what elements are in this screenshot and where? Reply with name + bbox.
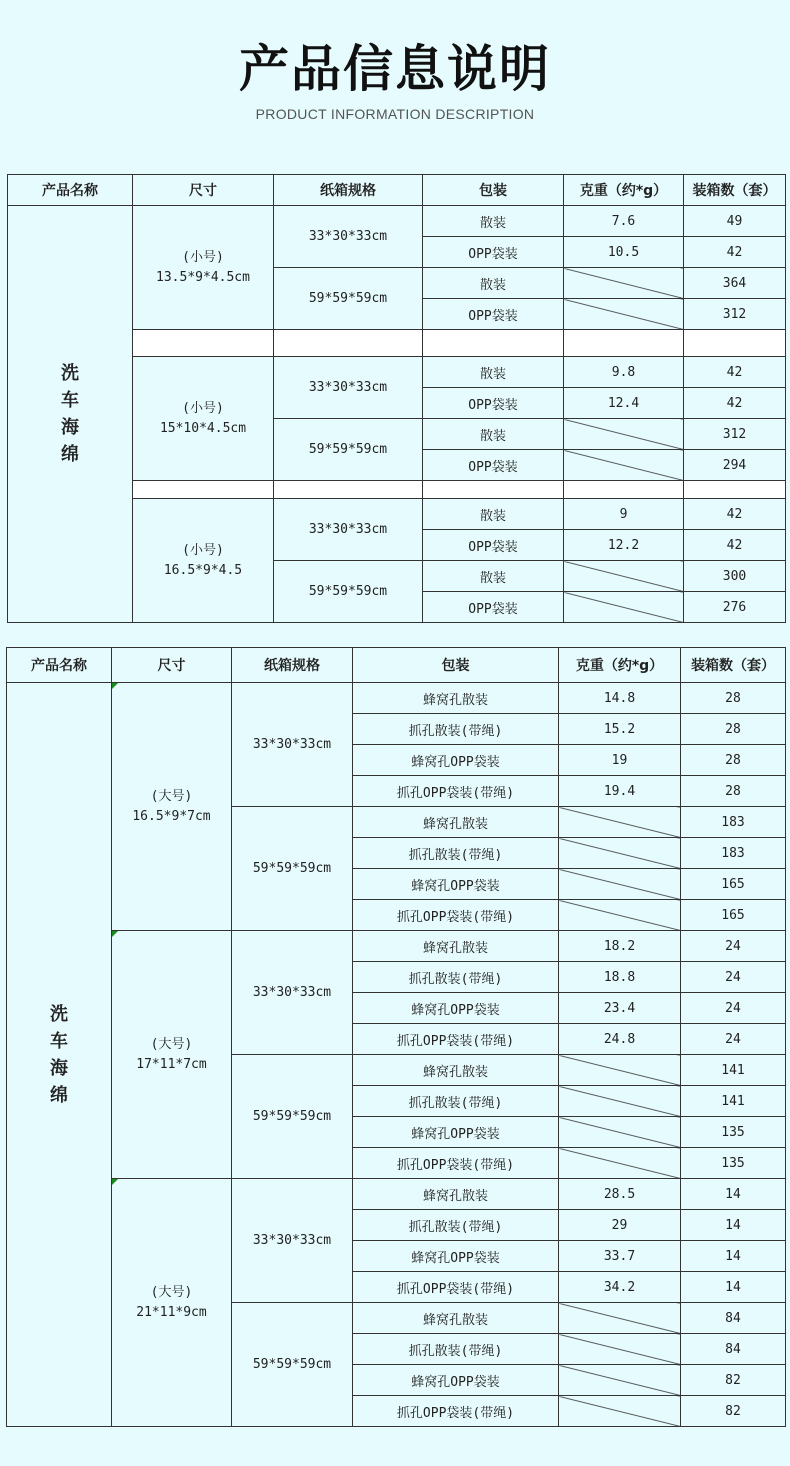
weight-cell: 15.2 [559, 714, 681, 745]
weight-cell: 28.5 [559, 1179, 681, 1210]
packaging-cell: 蜂窝孔散装 [353, 807, 559, 838]
product-name: 洗车海绵 [50, 1003, 68, 1106]
weight-cell: 12.2 [564, 530, 684, 561]
packaging-cell: 抓孔OPP袋装(带绳) [353, 900, 559, 931]
page-title: 产品信息说明 [239, 40, 551, 98]
carton-spec-cell: 33*30*33cm [274, 499, 423, 561]
size-cell: (大号) 17*11*7cm [112, 931, 232, 1179]
weight-cell [559, 1365, 681, 1396]
header-row [8, 175, 786, 206]
packaging-cell: 抓孔散装(带绳) [353, 838, 559, 869]
weight-cell [564, 561, 684, 592]
packaging-cell: 散装 [423, 419, 564, 450]
qty-cell: 84 [681, 1334, 786, 1365]
table-row [7, 683, 786, 714]
header-packaging: 包装 [353, 648, 559, 683]
packaging-cell: 抓孔散装(带绳) [353, 1210, 559, 1241]
qty-cell: 165 [681, 900, 786, 931]
carton-spec-cell: 33*30*33cm [232, 931, 353, 1055]
qty-cell: 42 [684, 357, 786, 388]
spacer-cell [274, 481, 423, 499]
qty-cell: 135 [681, 1148, 786, 1179]
spacer-cell [423, 330, 564, 357]
weight-cell [564, 419, 684, 450]
weight-cell [559, 807, 681, 838]
table-row [8, 206, 786, 237]
weight-cell: 12.4 [564, 388, 684, 419]
qty-cell: 28 [681, 683, 786, 714]
spacer-cell [564, 481, 684, 499]
packaging-cell: 散装 [423, 206, 564, 237]
weight-cell: 18.2 [559, 931, 681, 962]
weight-cell: 29 [559, 1210, 681, 1241]
qty-cell: 300 [684, 561, 786, 592]
qty-cell: 14 [681, 1210, 786, 1241]
weight-cell: 33.7 [559, 1241, 681, 1272]
packaging-cell: OPP袋装 [423, 237, 564, 268]
product-name-cell [7, 683, 112, 1427]
table-row [7, 931, 786, 962]
qty-cell: 28 [681, 776, 786, 807]
weight-cell: 23.4 [559, 993, 681, 1024]
qty-cell: 135 [681, 1117, 786, 1148]
packaging-cell: 蜂窝孔散装 [353, 1303, 559, 1334]
packaging-cell: 散装 [423, 357, 564, 388]
header-packaging: 包装 [423, 175, 564, 206]
header-weight: 克重（约*g） [564, 175, 684, 206]
packaging-cell: 蜂窝孔OPP袋装 [353, 993, 559, 1024]
weight-cell: 18.8 [559, 962, 681, 993]
packaging-cell: 蜂窝孔散装 [353, 683, 559, 714]
weight-cell [564, 450, 684, 481]
qty-cell: 14 [681, 1179, 786, 1210]
packaging-cell: 散装 [423, 268, 564, 299]
packaging-cell: 蜂窝孔OPP袋装 [353, 1117, 559, 1148]
product-name-cell [8, 206, 133, 623]
weight-cell: 9 [564, 499, 684, 530]
carton-spec-cell: 59*59*59cm [274, 561, 423, 623]
weight-cell [559, 1086, 681, 1117]
qty-cell: 82 [681, 1365, 786, 1396]
weight-cell: 14.8 [559, 683, 681, 714]
packaging-cell: 蜂窝孔OPP袋装 [353, 1241, 559, 1272]
qty-cell: 294 [684, 450, 786, 481]
weight-cell [564, 268, 684, 299]
packaging-cell: 蜂窝孔散装 [353, 1179, 559, 1210]
carton-spec-cell: 33*30*33cm [232, 683, 353, 807]
weight-cell: 10.5 [564, 237, 684, 268]
packaging-cell: 抓孔散装(带绳) [353, 1334, 559, 1365]
weight-cell: 34.2 [559, 1272, 681, 1303]
qty-cell: 312 [684, 299, 786, 330]
weight-cell [559, 1055, 681, 1086]
qty-cell: 14 [681, 1272, 786, 1303]
qty-cell: 28 [681, 745, 786, 776]
packaging-cell: 抓孔散装(带绳) [353, 1086, 559, 1117]
qty-cell: 141 [681, 1086, 786, 1117]
packaging-cell: OPP袋装 [423, 530, 564, 561]
packaging-cell: 散装 [423, 561, 564, 592]
packaging-cell: OPP袋装 [423, 592, 564, 623]
qty-cell: 183 [681, 807, 786, 838]
qty-cell: 42 [684, 388, 786, 419]
weight-cell: 19.4 [559, 776, 681, 807]
size-cell: (小号) 15*10*4.5cm [133, 357, 274, 481]
spacer-cell [133, 481, 274, 499]
weight-cell [559, 1396, 681, 1427]
header-size: 尺寸 [133, 175, 274, 206]
carton-spec-cell: 33*30*33cm [274, 206, 423, 268]
packaging-cell: OPP袋装 [423, 299, 564, 330]
table-row [7, 1179, 786, 1210]
weight-cell: 7.6 [564, 206, 684, 237]
qty-cell: 183 [681, 838, 786, 869]
carton-spec-cell: 59*59*59cm [274, 268, 423, 330]
packaging-cell: 蜂窝孔OPP袋装 [353, 1365, 559, 1396]
packaging-cell: 蜂窝孔OPP袋装 [353, 869, 559, 900]
packaging-cell: 抓孔OPP袋装(带绳) [353, 1396, 559, 1427]
carton-spec-cell: 59*59*59cm [274, 419, 423, 481]
qty-cell: 42 [684, 530, 786, 561]
header-product-name: 产品名称 [8, 175, 133, 206]
qty-cell: 28 [681, 714, 786, 745]
size-cell: (大号) 21*11*9cm [112, 1179, 232, 1427]
spacer-cell [423, 481, 564, 499]
qty-cell: 42 [684, 499, 786, 530]
size-cell: (大号) 16.5*9*7cm [112, 683, 232, 931]
weight-cell [559, 1117, 681, 1148]
weight-cell [559, 838, 681, 869]
weight-cell [559, 1303, 681, 1334]
packaging-cell: 蜂窝孔散装 [353, 931, 559, 962]
weight-cell [564, 299, 684, 330]
spacer-cell [684, 330, 786, 357]
weight-cell [559, 900, 681, 931]
qty-cell: 24 [681, 993, 786, 1024]
header-row [7, 648, 786, 683]
spacer-cell [274, 330, 423, 357]
header-size: 尺寸 [112, 648, 232, 683]
packaging-cell: 抓孔OPP袋装(带绳) [353, 1272, 559, 1303]
qty-cell: 24 [681, 962, 786, 993]
header-carton-spec: 纸箱规格 [274, 175, 423, 206]
packaging-cell: 蜂窝孔散装 [353, 1055, 559, 1086]
carton-spec-cell: 59*59*59cm [232, 807, 353, 931]
packaging-cell: 抓孔散装(带绳) [353, 962, 559, 993]
qty-cell: 42 [684, 237, 786, 268]
qty-cell: 49 [684, 206, 786, 237]
weight-cell [559, 1334, 681, 1365]
weight-cell [564, 592, 684, 623]
size-cell: (小号) 13.5*9*4.5cm [133, 206, 274, 330]
product-name: 洗车海绵 [61, 363, 79, 465]
qty-cell: 165 [681, 869, 786, 900]
page-subtitle: PRODUCT INFORMATION DESCRIPTION [255, 106, 535, 122]
packaging-cell: OPP袋装 [423, 450, 564, 481]
qty-cell: 24 [681, 931, 786, 962]
weight-cell: 24.8 [559, 1024, 681, 1055]
qty-cell: 14 [681, 1241, 786, 1272]
carton-spec-cell: 59*59*59cm [232, 1055, 353, 1179]
header-product-name: 产品名称 [7, 648, 112, 683]
packaging-cell: 抓孔OPP袋装(带绳) [353, 1024, 559, 1055]
product-table-large [6, 647, 786, 1427]
packaging-cell: 散装 [423, 499, 564, 530]
size-cell: (小号) 16.5*9*4.5 [133, 499, 274, 623]
packaging-cell: 蜂窝孔OPP袋装 [353, 745, 559, 776]
qty-cell: 84 [681, 1303, 786, 1334]
spacer-cell [564, 330, 684, 357]
header-qty-per-carton: 装箱数（套） [681, 648, 786, 683]
weight-cell [559, 1148, 681, 1179]
packaging-cell: 抓孔OPP袋装(带绳) [353, 776, 559, 807]
packaging-cell: 抓孔散装(带绳) [353, 714, 559, 745]
qty-cell: 24 [681, 1024, 786, 1055]
packaging-cell: 抓孔OPP袋装(带绳) [353, 1148, 559, 1179]
product-table-small [7, 174, 786, 623]
spacer-cell [684, 481, 786, 499]
weight-cell: 9.8 [564, 357, 684, 388]
carton-spec-cell: 33*30*33cm [274, 357, 423, 419]
qty-cell: 141 [681, 1055, 786, 1086]
weight-cell: 19 [559, 745, 681, 776]
qty-cell: 312 [684, 419, 786, 450]
qty-cell: 364 [684, 268, 786, 299]
qty-cell: 82 [681, 1396, 786, 1427]
packaging-cell: OPP袋装 [423, 388, 564, 419]
weight-cell [559, 869, 681, 900]
qty-cell: 276 [684, 592, 786, 623]
spacer-cell [133, 330, 274, 357]
header-weight: 克重（约*g） [559, 648, 681, 683]
header-qty-per-carton: 装箱数（套） [684, 175, 786, 206]
carton-spec-cell: 33*30*33cm [232, 1179, 353, 1303]
carton-spec-cell: 59*59*59cm [232, 1303, 353, 1427]
header-carton-spec: 纸箱规格 [232, 648, 353, 683]
